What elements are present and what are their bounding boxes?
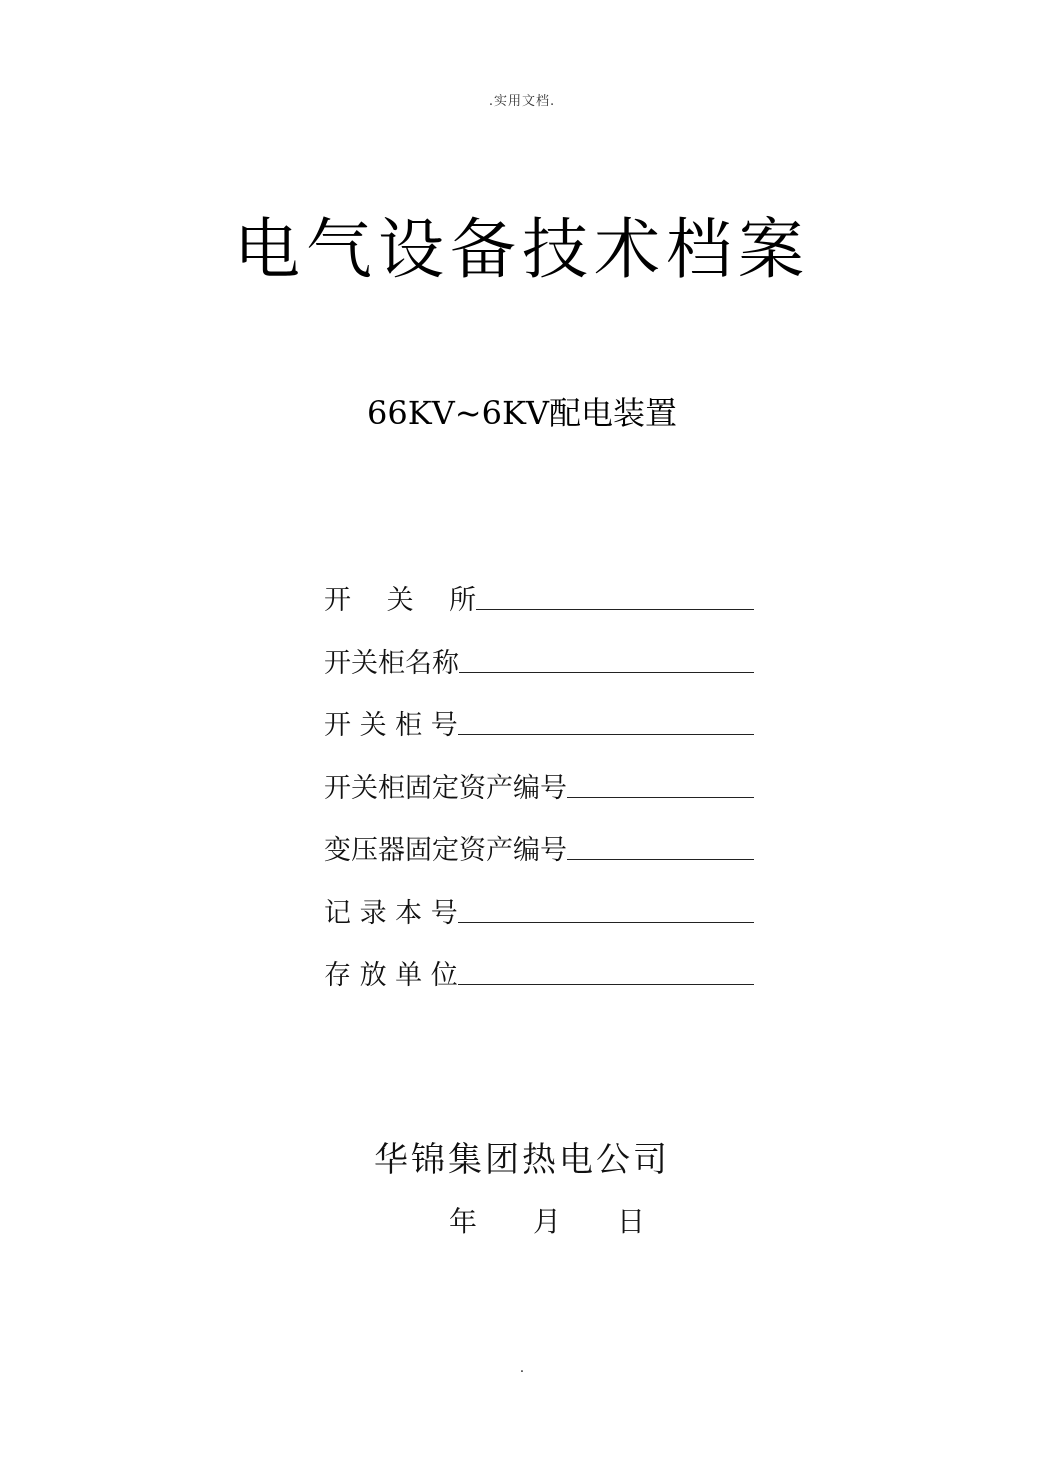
form-label: 存 放 单 位 <box>324 960 458 991</box>
document-title: 电气设备技术档案 <box>234 211 810 288</box>
blank-line <box>476 608 754 610</box>
form-label: 开 关 柜 号 <box>324 710 458 741</box>
form-row-cabinet-name <box>324 641 754 682</box>
blank-line <box>458 733 754 735</box>
header-note: .实用文档. <box>488 94 556 109</box>
company-name: 华锦集团热电公司 <box>374 1140 670 1180</box>
form-label: 开关柜名称 <box>324 647 459 679</box>
form-row-switch-station <box>324 578 754 619</box>
form-row-storage-unit <box>324 953 754 994</box>
date-day-label: 日 <box>617 1205 646 1238</box>
form-row-cabinet-number <box>324 703 754 744</box>
blank-line <box>458 921 754 923</box>
date-month-label: 月 <box>533 1205 562 1238</box>
form-label: 记 录 本 号 <box>324 897 458 929</box>
record-form <box>324 578 754 1016</box>
date-line <box>449 1200 649 1240</box>
blank-line <box>459 671 754 673</box>
document-subtitle: 66KV~6KV配电装置 <box>367 394 677 432</box>
form-row-cabinet-asset-number <box>324 766 754 807</box>
form-label: 变压器固定资产编号 <box>324 835 567 866</box>
form-row-record-book-number <box>324 891 754 932</box>
blank-line <box>567 796 754 798</box>
form-row-transformer-asset-number <box>324 828 754 869</box>
form-label: 开 关 所 <box>324 585 477 616</box>
date-year-label: 年 <box>449 1205 478 1238</box>
form-label: 开关柜固定资产编号 <box>324 772 567 804</box>
footer-mark: . <box>519 1360 525 1376</box>
blank-line <box>567 858 754 860</box>
blank-line <box>458 983 754 985</box>
